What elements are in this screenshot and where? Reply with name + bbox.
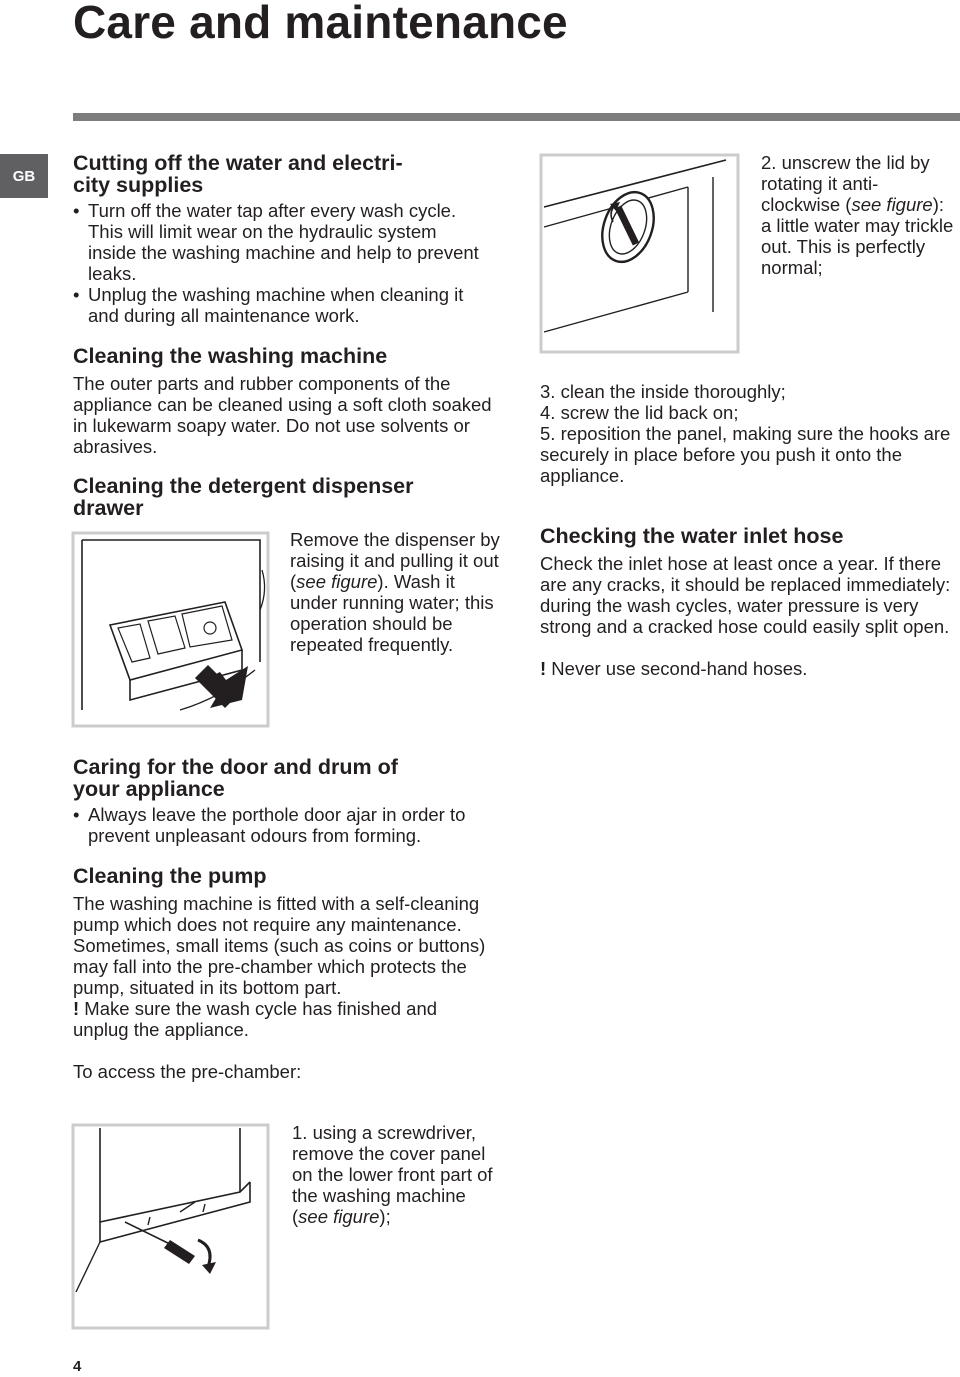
section-heading: Cleaning the detergent dispenser drawer (73, 474, 414, 520)
pump-step-1: 1. using a screwdriver, remove the cover panel on the lower front part of the washing machine (see figure); (292, 1122, 493, 1227)
section-body: The washing machine is fitted with a self-cleaning pump which does not require any maintenance. Sometimes, small items (such as coins or buttons) may fall into the pre-chamber which protects the pump, situated in its bottom part. (73, 893, 486, 998)
bullet-item: • Unplug the washing machine when cleaning it and during all maintenance work. (73, 284, 483, 326)
pump-lid-figure (538, 152, 743, 357)
section-cleaning-machine (73, 345, 498, 457)
section-heading: Checking the water inlet hose (540, 524, 844, 548)
pump-step-2: 2. unscrew the lid by rotating it anti-clockwise (see figure): a little water may trickle out. This is perfectly normal; (761, 152, 954, 278)
pump-step-5: 5. reposition the panel, making sure the hooks are securely in place before you push it onto the appliance. (540, 423, 951, 486)
section-body: Check the inlet hose at least once a year. If there are any cracks, it should be replaced immediately: during the wash cycles, water pressure is very strong and a cracked hose could easily split open. (540, 553, 951, 637)
section-body: Remove the dispenser by raising it and pulling it out (see figure). Wash it under running water; this operation should be repeated frequently. (290, 529, 500, 655)
bullet-list (73, 200, 483, 326)
pump-step-4: 4. screw the lid back on; (540, 402, 739, 423)
bullet-item: • Turn off the water tap after every wash cycle. This will limit wear on the hydraulic system inside the washing machine and help to prevent leaks. (73, 200, 483, 284)
warning-note: ! Make sure the wash cycle has finished and unplug the appliance. (73, 998, 438, 1040)
section-heading: Caring for the door and drum of your appliance (73, 755, 398, 801)
section-water-electricity (73, 152, 493, 326)
section-pump (73, 865, 493, 1082)
pump-steps-3-5 (540, 381, 960, 486)
title-rule (73, 113, 960, 121)
dispenser-instructions (290, 529, 500, 655)
section-dispenser (73, 475, 503, 519)
bullet-list (73, 804, 493, 846)
bullet-item: • Always leave the porthole door ajar in order to prevent unpleasant odours from forming. (73, 804, 493, 846)
page-title: Care and maintenance (73, 0, 568, 48)
section-inlet-hose (540, 525, 955, 679)
pump-step-3: 3. clean the inside thoroughly; (540, 381, 786, 402)
access-text: To access the pre-chamber: (73, 1061, 302, 1082)
cover-panel-figure (70, 1122, 272, 1332)
section-door-drum (73, 756, 493, 846)
language-tab: GB (0, 154, 48, 198)
section-body: The outer parts and rubber components of the appliance can be cleaned using a soft cloth soaked in lukewarm soapy water. Do not use solvents or abrasives. (73, 373, 492, 457)
section-heading: Cleaning the pump (73, 864, 267, 888)
section-heading: Cleaning the washing machine (73, 344, 388, 368)
section-heading: Cutting off the water and electri- city supplies (73, 151, 403, 197)
page-number: 4 (73, 1358, 82, 1375)
dispenser-drawer-figure (70, 530, 272, 730)
warning-note: ! Never use second-hand hoses. (540, 658, 808, 679)
